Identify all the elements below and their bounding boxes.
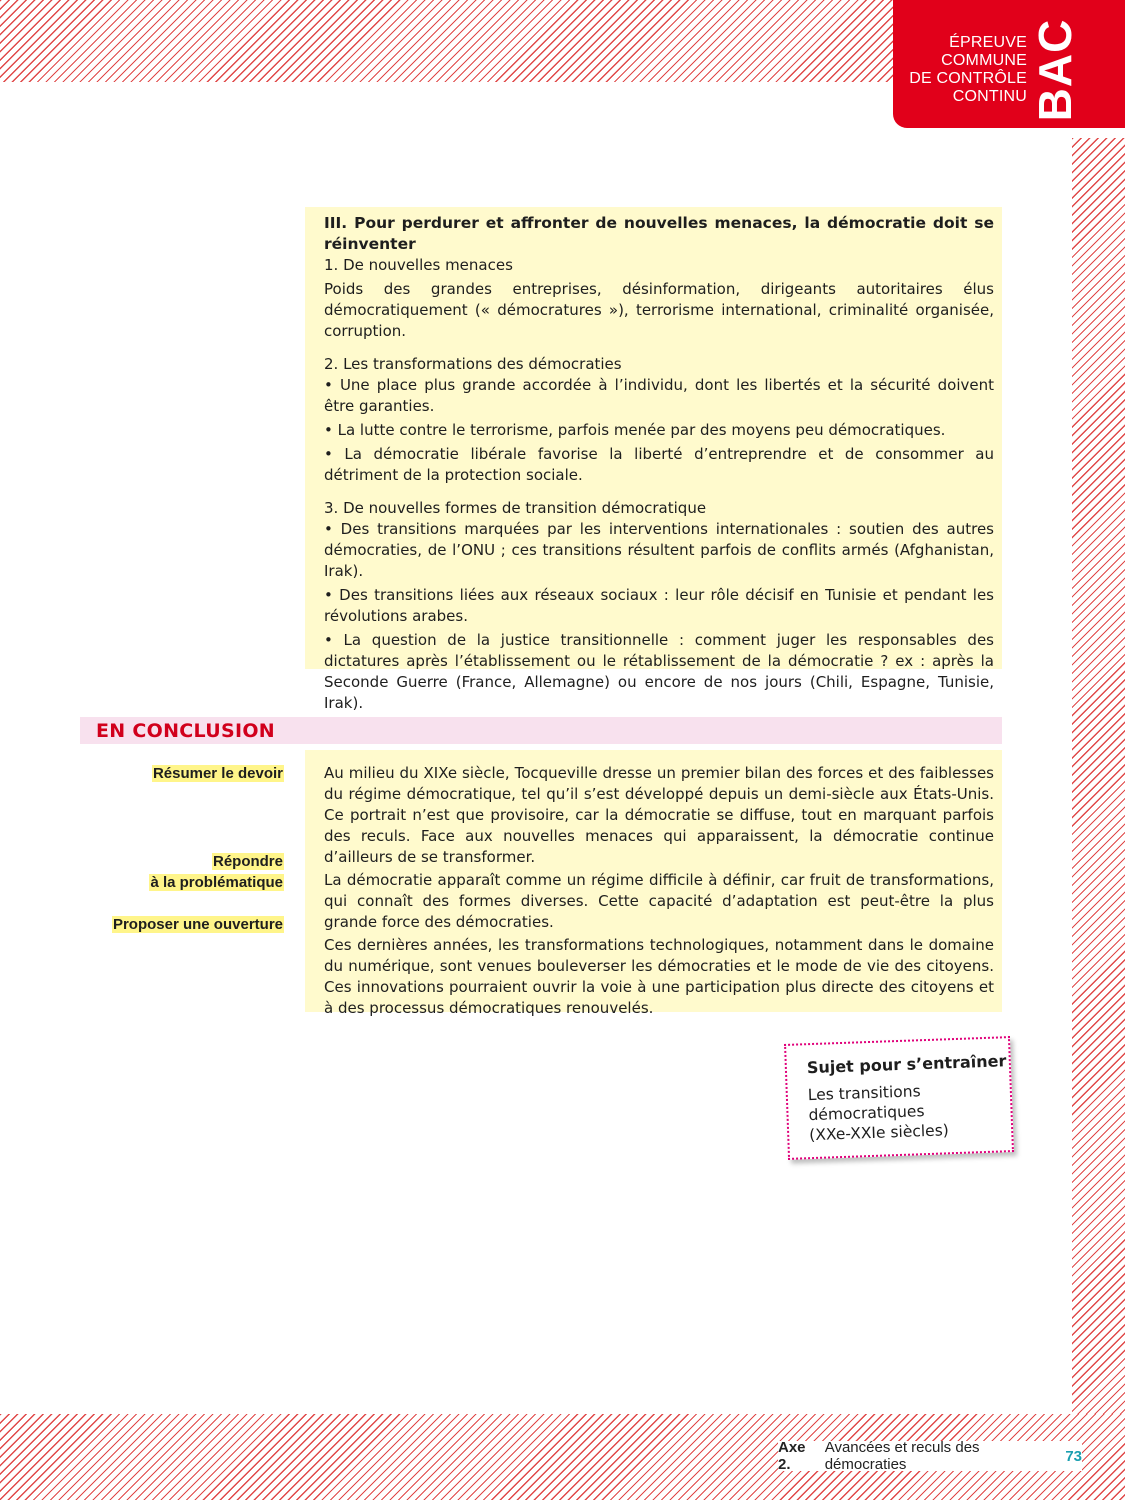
section-paragraph: • La question de la justice transitionnelle : comment juger les responsables des dictatures après l’établissement ou le rétablissement de la démocratie ? ex : après la Seconde Guerre (France, Allemagne) ou encore de nos jours (Chili, Espagne, Tunisie, Irak). (324, 631, 994, 712)
section-paragraph: • Des transitions marquées par les interventions internationales : soutien des autres démocraties, de l’ONU ; ces transitions résultent parfois de conflits armés (Afghanistan, Irak). (324, 520, 994, 580)
tag-summary: Résumer le devoir (152, 765, 283, 782)
conclusion-paragraph: La démocratie apparaît comme un régime difficile à définir, car fruit de transformations, qui connaît des formes diverses. Cette capacité d’adaptation est peut-être la plus grande force des démocraties. (324, 871, 994, 931)
hatched-border-top (0, 0, 895, 82)
bac-line: ÉPREUVE (949, 34, 1027, 51)
tag-answer: Répondre à la problématique (150, 853, 283, 891)
conclusion-paragraph: Ces dernières années, les transformations technologiques, notamment dans le domaine du numérique, sont venues bouleverser les démocraties et le mode de vie des citoyens. Ces innovations pourraient ouvrir la voie à une participation plus directe des citoyens et à des processus démocratiques renouvelés. (324, 936, 994, 1017)
section-paragraph: • La démocratie libérale favorise la liberté d’entreprendre et de consommer au détriment de la protection sociale. (324, 445, 994, 484)
bac-word: BAC (1029, 18, 1081, 122)
section-paragraph: Poids des grandes entreprises, désinformation, dirigeants autoritaires élus démocratiquement (« démocratures »), terrorisme international, criminalité organisée, corruption. (324, 280, 994, 340)
page-number: 73 (1065, 1447, 1082, 1465)
page-footer (778, 1441, 1082, 1471)
bac-line: CONTINU (952, 88, 1027, 105)
footer-title: Avancées et reculs des démocraties (824, 1439, 980, 1473)
section-paragraph: • La lutte contre le terrorisme, parfois menée par des moyens peu démocratiques. (324, 421, 946, 439)
tag-opening: Proposer une ouverture (112, 916, 283, 933)
hatched-border-right (1072, 138, 1125, 1500)
practice-title: Sujet pour s’entraîner (806, 1051, 1007, 1078)
bac-badge-label (909, 34, 1027, 106)
section-heading: 3. De nouvelles formes de transition démocratique (324, 499, 707, 517)
section-heading: 1. De nouvelles menaces (324, 256, 513, 274)
part3-box (305, 207, 1002, 712)
part3-title: III. Pour perdurer et affronter de nouvelles menaces, la démocratie doit se réinventer (324, 214, 994, 253)
section-heading: 2. Les transformations des démocraties (324, 355, 622, 373)
footer-axis: Axe 2. (778, 1439, 806, 1473)
practice-body: Les transitions démocratiques (XXe-XXIe siècles) (807, 1082, 950, 1145)
conclusion-band (80, 717, 1002, 744)
section-paragraph: • Une place plus grande accordée à l’individu, dont les libertés et la sécurité doivent être garanties. (324, 376, 994, 415)
conclusion-heading: EN CONCLUSION (96, 720, 276, 742)
bac-line: COMMUNE (941, 52, 1027, 69)
conclusion-box (305, 750, 1002, 1017)
bac-badge (893, 0, 1125, 128)
conclusion-paragraph: Au milieu du XIXe siècle, Tocqueville dresse un premier bilan des forces et des faiblesses du régime démocratique, tel qu’il s’est développé depuis un demi-siècle aux États-Unis. Ce portrait n’est que provisoire, car la démocratie se diffuse, tout en marquant parfois des reculs. Face aux nouvelles menaces qui apparaissent, la démocratie continue d’ailleurs de se transformer. (324, 764, 994, 866)
section-paragraph: • Des transitions liées aux réseaux sociaux : leur rôle décisif en Tunisie et pendant les révolutions arabes. (324, 586, 994, 625)
bac-line: DE CONTRÔLE (909, 70, 1027, 87)
practice-card (784, 1036, 1014, 1160)
